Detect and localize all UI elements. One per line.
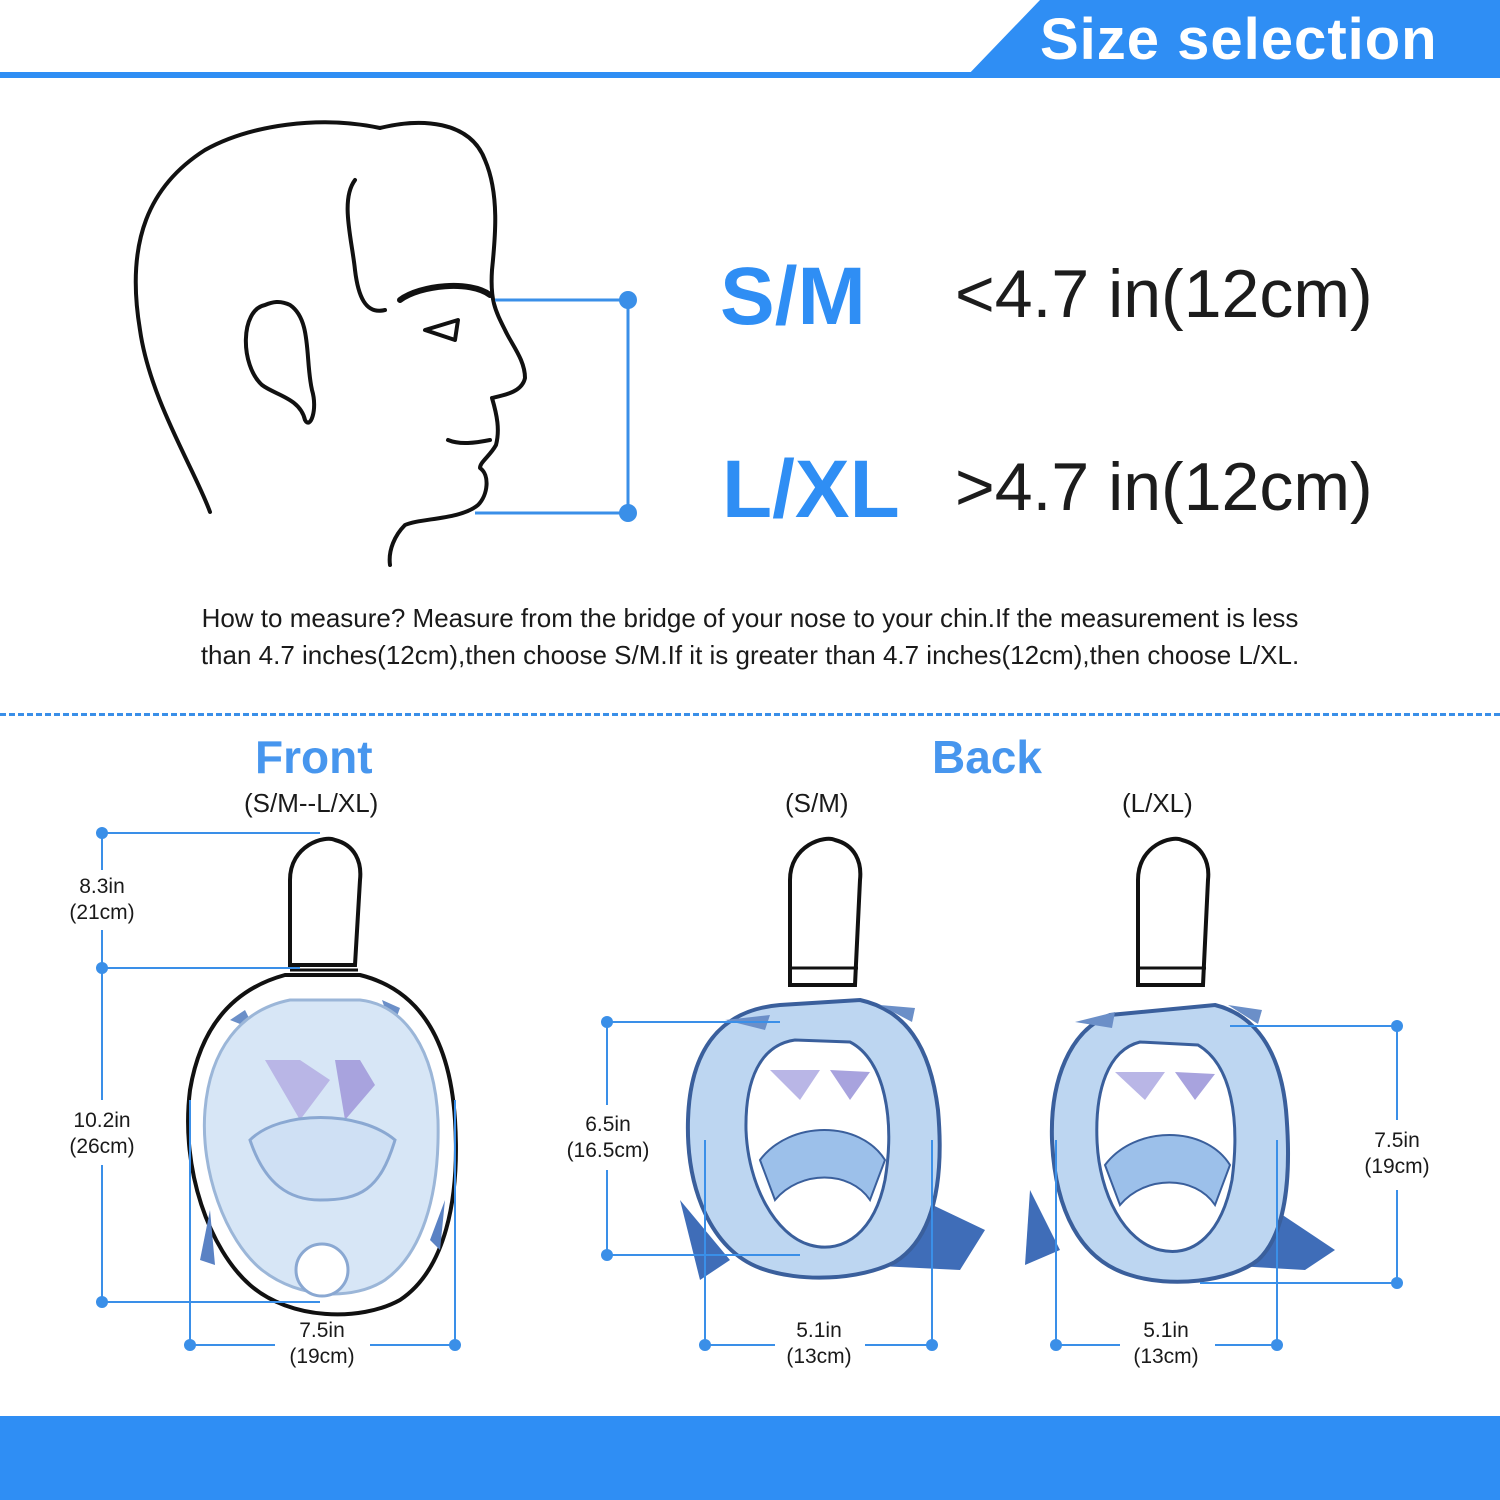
front-snorkel-height-label — [52, 874, 152, 926]
dim-in: 7.5in — [299, 1319, 345, 1342]
instructions-line-2: than 4.7 inches(12cm),then choose S/M.If it is greater than 4.7 inches(12cm),then choose L/XL. — [200, 640, 1300, 670]
back-lxl-height-label — [1347, 1128, 1447, 1180]
front-title: Front — [255, 731, 373, 783]
page-title: Size selection — [1040, 7, 1438, 72]
dim-in: 7.5in — [1374, 1129, 1420, 1152]
dim-cm: (21cm) — [69, 901, 135, 924]
size-label-lxl: L/XL — [722, 444, 900, 535]
dim-cm: (13cm) — [786, 1345, 852, 1368]
size-value-sm: <4.7 in(12cm) — [955, 256, 1373, 332]
dim-in: 5.1in — [1143, 1319, 1189, 1342]
measure-instructions — [60, 600, 1440, 674]
dim-in: 8.3in — [79, 875, 125, 898]
dim-in: 10.2in — [73, 1109, 131, 1132]
back-sm-height-label — [552, 1112, 664, 1164]
head-profile-illustration — [136, 122, 525, 565]
back-title: Back — [932, 731, 1042, 783]
back-sm-width-label — [769, 1318, 869, 1370]
back-sm-subtitle: (S/M) — [785, 788, 849, 818]
measure-dot-bottom — [619, 504, 637, 522]
front-mask-illustration — [188, 839, 456, 1315]
size-label-sm: S/M — [720, 251, 866, 342]
measurement-bracket — [475, 300, 628, 513]
footer-bar — [0, 1416, 1500, 1500]
front-width-label — [272, 1318, 372, 1370]
back-mask-sm-illustration — [680, 839, 985, 1280]
front-mask-height-label — [52, 1108, 152, 1160]
dim-cm: (26cm) — [69, 1135, 135, 1158]
dim-in: 6.5in — [585, 1113, 631, 1136]
size-value-lxl: >4.7 in(12cm) — [955, 449, 1373, 525]
dim-cm: (19cm) — [289, 1345, 355, 1368]
instructions-line-1: How to measure? Measure from the bridge of your nose to your chin.If the measurement is less — [201, 603, 1299, 633]
back-lxl-subtitle: (L/XL) — [1122, 788, 1193, 818]
dim-in: 5.1in — [796, 1319, 842, 1342]
back-mask-lxl-illustration — [1025, 839, 1335, 1282]
dim-cm: (19cm) — [1364, 1155, 1430, 1178]
section-divider — [0, 713, 1500, 716]
dim-cm: (13cm) — [1133, 1345, 1199, 1368]
front-subtitle: (S/M--L/XL) — [244, 788, 379, 818]
measure-dot-top — [619, 291, 637, 309]
back-lxl-width-label — [1116, 1318, 1216, 1370]
dim-cm: (16.5cm) — [566, 1139, 650, 1162]
